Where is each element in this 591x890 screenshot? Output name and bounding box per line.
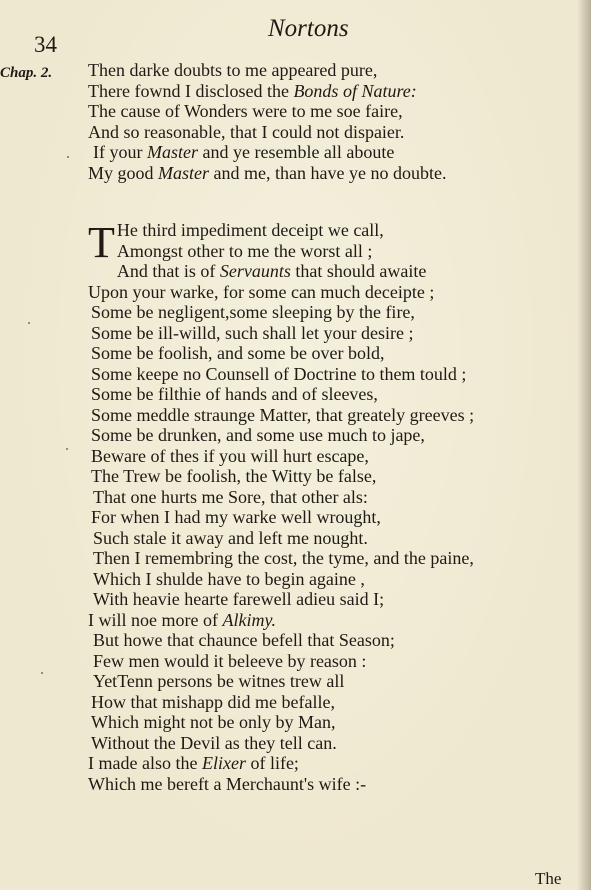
page-edge-shadow bbox=[577, 0, 591, 890]
verse-line: Some be filthie of hands and of sleeves, bbox=[91, 384, 378, 404]
verse-line bbox=[88, 610, 474, 631]
verse-line: Some meddle straunge Matter, that greately greeves ; bbox=[91, 404, 475, 425]
verse-line: How that mishapp did me befalle, bbox=[91, 691, 335, 712]
verse-line: Then I remembring the cost, the tyme, and the paine, bbox=[93, 548, 474, 568]
verse-line: Which I shulde have to begin againe , bbox=[93, 568, 365, 589]
verse-line: Some keepe no Counsell of Doctrine to them tould ; bbox=[91, 363, 467, 384]
verse-line: Upon your warke, for some can much deceipte ; bbox=[88, 281, 435, 302]
verse-line: For when I had my warke well wrought, bbox=[91, 507, 381, 527]
verse-text: that should awaite bbox=[290, 261, 427, 281]
italic-word: Master bbox=[146, 142, 198, 162]
verse-line: And so reasonable, that I could not dispaier. bbox=[88, 121, 405, 142]
verse-text: and ye resemble all aboute bbox=[197, 142, 395, 162]
stanza-1 bbox=[88, 60, 446, 183]
verse-text: I made also the bbox=[88, 753, 202, 773]
verse-line: Some be foolish, and some be over bold, bbox=[91, 343, 385, 363]
verse-line bbox=[88, 261, 474, 282]
verse-line: Which might not be only by Man, bbox=[91, 712, 336, 732]
verse-text: If your bbox=[93, 142, 147, 162]
ink-speck bbox=[41, 672, 43, 674]
ink-speck bbox=[28, 322, 30, 324]
italic-word: Master bbox=[158, 162, 210, 183]
verse-line bbox=[88, 753, 474, 774]
ink-speck bbox=[66, 448, 68, 450]
verse-line: But howe that chaunce befell that Season; bbox=[93, 630, 395, 650]
verse-line: The cause of Wonders were to me soe faire, bbox=[88, 101, 403, 121]
verse-line: Amongst other to me the worst all ; bbox=[116, 240, 373, 261]
verse-text: There fownd I disclosed the bbox=[88, 80, 294, 101]
running-head: Nortons bbox=[268, 15, 349, 42]
verse-line bbox=[88, 81, 446, 102]
verse-line: Some be ill-willd, such shall let your desire ; bbox=[91, 322, 414, 343]
verse-line bbox=[88, 163, 446, 184]
verse-line: Beware of thes if you will hurt escape, bbox=[91, 445, 369, 466]
verse-line: Such stale it away and left me nought. bbox=[93, 527, 368, 548]
verse-line: With heavie hearte farewell adieu said I; bbox=[93, 589, 385, 609]
verse-line bbox=[88, 142, 446, 163]
verse-line: Some be negligent,some sleeping by the fire, bbox=[91, 302, 415, 322]
ink-speck bbox=[67, 156, 69, 158]
verse-line: YetTenn persons be witnes trew all bbox=[93, 671, 345, 691]
verse-text: And that is of bbox=[116, 261, 220, 281]
chapter-marginal-note: Chap. 2. bbox=[0, 65, 53, 81]
italic-word: Alkimy. bbox=[222, 609, 276, 630]
verse-line: Which me bereft a Merchaunt's wife :- bbox=[88, 773, 367, 794]
verse-line: Few men would it beleeve by reason : bbox=[93, 650, 367, 671]
verse-text: and me, than have ye no doubte. bbox=[209, 162, 447, 183]
italic-word: Servaunts bbox=[219, 261, 291, 281]
opening-lines bbox=[88, 218, 474, 267]
verse-text: I will noe more of bbox=[88, 609, 223, 630]
italic-phrase: Bonds of Nature: bbox=[293, 80, 417, 101]
verse-line: The Trew be foolish, the Witty be false, bbox=[91, 466, 377, 486]
italic-word: Elixer bbox=[201, 753, 246, 773]
page-number: 34 bbox=[34, 32, 57, 57]
verse-line: Some be drunken, and some use much to jape, bbox=[91, 425, 425, 445]
verse-text: of life; bbox=[245, 753, 299, 773]
verse-text: My good bbox=[88, 162, 159, 183]
catchword: The bbox=[535, 869, 562, 888]
verse-line: Without the Devil as they tell can. bbox=[91, 732, 337, 753]
stanza-2 bbox=[88, 220, 474, 794]
drop-cap-initial: T bbox=[88, 218, 115, 267]
verse-line: That one hurts me Sore, that other als: bbox=[93, 486, 368, 507]
verse-line: Then darke doubts to me appeared pure, bbox=[88, 60, 378, 80]
verse-line: He third impediment deceipt we call, bbox=[116, 220, 384, 240]
